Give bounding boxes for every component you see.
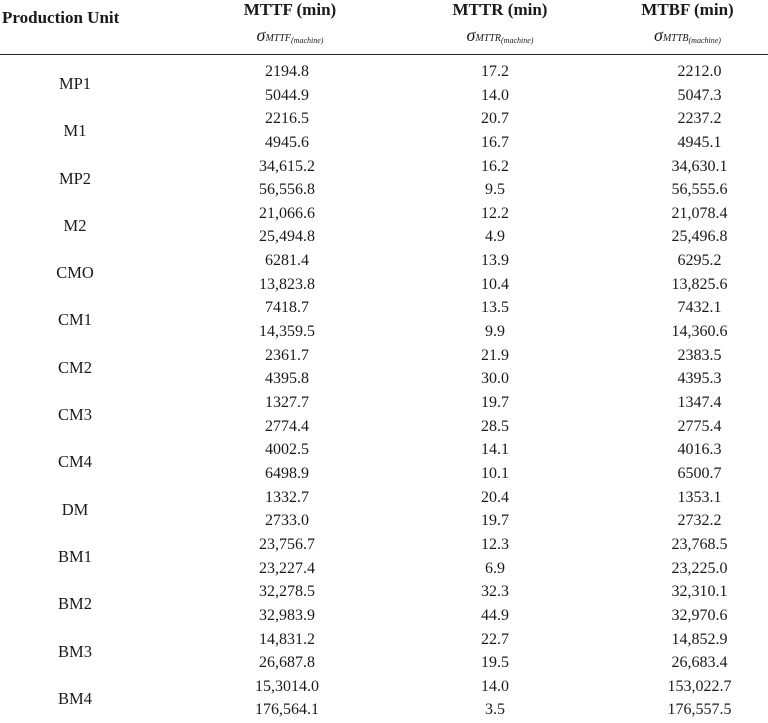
header-mtbf (600, 0, 768, 52)
table-body (0, 60, 768, 722)
mttr-mean: 14.0 (481, 677, 509, 695)
header-divider (0, 54, 768, 55)
mttr-mean: 13.9 (481, 252, 509, 270)
mtbf-mean: 32,310.1 (671, 583, 728, 601)
sigma-symbol: σ (654, 25, 663, 45)
mttr-mean: 20.7 (481, 110, 509, 128)
mttr-mean: 17.2 (481, 63, 509, 80)
mttr-sigma: 14.0 (481, 86, 509, 104)
unit-name: M2 (63, 215, 87, 235)
table-row (0, 580, 768, 627)
mttf-mean: 32,278.5 (259, 583, 315, 601)
mtbf-sigma: 23,225.0 (671, 559, 728, 577)
header-production-unit: Production Unit (2, 8, 120, 27)
mttf-mean: 7418.7 (265, 299, 309, 317)
header-mttr (400, 0, 600, 52)
mttr-sigma: 4.9 (485, 228, 505, 246)
mttr-mean: 22.7 (481, 630, 509, 648)
table-row (0, 155, 768, 202)
mttf-mean: 23,756.7 (259, 535, 315, 553)
mtbf-sigma: 5047.3 (677, 86, 722, 104)
mttf-mean: 2361.7 (265, 346, 309, 364)
unit-name: BM2 (58, 594, 92, 614)
table-row (0, 486, 768, 533)
mttr-mean: 12.3 (481, 535, 509, 553)
mtbf-sigma: 32,970.6 (671, 606, 728, 624)
mttf-mean: 2216.5 (265, 110, 309, 128)
mtbf-sigma: 56,555.6 (671, 181, 728, 199)
mttr-mean: 16.2 (481, 157, 509, 175)
header-mttf (190, 0, 390, 52)
mttf-sigma: 2774.4 (265, 417, 309, 435)
table-row (0, 391, 768, 438)
mttr-sigma: 30.0 (481, 370, 509, 388)
mtbf-mean: 6295.2 (677, 252, 722, 270)
mttr-sigma: 9.5 (485, 181, 505, 199)
mtbf-mean: 1353.1 (677, 488, 722, 506)
mtbf-sigma: 4945.1 (677, 133, 722, 151)
mtbf-sigma: 6500.7 (677, 464, 722, 482)
mttf-sigma: 14,359.5 (259, 323, 315, 341)
mttr-sigma: 44.9 (481, 606, 509, 624)
mtbf-sigma: 176,557.5 (667, 701, 732, 719)
table-row (0, 533, 768, 580)
mttf-sigma: 13,823.8 (259, 275, 315, 293)
header-mtbf-title: MTBF (min) (641, 0, 734, 19)
mttf-mean: 15,3014.0 (255, 677, 319, 695)
table-row (0, 628, 768, 675)
mttr-sigma: 9.9 (485, 323, 505, 341)
unit-name: BM4 (58, 688, 92, 708)
sigma-subscript: MTTF (265, 33, 291, 44)
table-row (0, 296, 768, 343)
table-row (0, 675, 768, 722)
unit-name: CM2 (58, 357, 92, 377)
mtbf-mean: 23,768.5 (671, 535, 728, 553)
mttf-sigma: 176,564.1 (255, 701, 319, 719)
unit-name: CMO (56, 263, 94, 283)
sigma-subscript: MTTR (475, 33, 501, 44)
mttf-sigma: 6498.9 (265, 464, 309, 482)
mttr-mean: 20.4 (481, 488, 509, 506)
mtbf-mean: 21,078.4 (671, 204, 728, 222)
mtbf-sigma: 2775.4 (677, 417, 722, 435)
mttf-mean: 2194.8 (265, 63, 309, 80)
mttf-sigma: 23,227.4 (259, 559, 315, 577)
unit-name: DM (61, 499, 89, 519)
mtbf-sigma: 4395.3 (677, 370, 722, 388)
mtbf-sigma: 2732.2 (677, 512, 722, 530)
mtbf-mean: 4016.3 (677, 441, 722, 459)
mttf-sigma: 4945.6 (265, 133, 309, 151)
unit-name: BM3 (58, 641, 92, 661)
mttr-mean: 21.9 (481, 346, 509, 364)
mttf-mean: 1327.7 (265, 394, 309, 412)
table-row (0, 438, 768, 485)
header-mttr-sigma (400, 24, 600, 52)
mttr-sigma: 3.5 (485, 701, 505, 719)
mtbf-mean: 34,630.1 (671, 157, 728, 175)
mttf-sigma: 32,983.9 (259, 606, 315, 624)
sigma-subsubscript: (machine) (688, 36, 721, 45)
table-row (0, 249, 768, 296)
unit-name: MP1 (58, 74, 92, 93)
mttr-sigma: 10.4 (481, 275, 509, 293)
header-mttf-sigma (190, 24, 390, 52)
mtbf-mean: 153,022.7 (667, 677, 732, 695)
mttr-sigma: 19.5 (481, 654, 509, 672)
mtbf-mean: 1347.4 (677, 394, 722, 412)
mttr-mean: 14.1 (481, 441, 509, 459)
mtbf-sigma: 26,683.4 (671, 654, 728, 672)
mttf-mean: 14,831.2 (259, 630, 315, 648)
table-row (0, 344, 768, 391)
unit-name: CM1 (58, 310, 92, 330)
unit-name: M1 (63, 121, 87, 141)
mttr-sigma: 10.1 (481, 464, 509, 482)
mttf-mean: 6281.4 (265, 252, 309, 270)
unit-name: MP2 (58, 168, 92, 188)
mtbf-mean: 14,852.9 (671, 630, 728, 648)
header-mtbf-sigma (600, 24, 768, 52)
mtbf-sigma: 13,825.6 (671, 275, 728, 293)
unit-name: BM1 (58, 546, 92, 566)
sigma-subsubscript: (machine) (501, 36, 534, 45)
sigma-symbol: σ (466, 25, 476, 45)
table-row (0, 202, 768, 249)
mttr-sigma: 16.7 (481, 133, 509, 151)
mtbf-mean: 2237.2 (677, 110, 722, 128)
mtbf-mean: 2212.0 (677, 63, 722, 80)
unit-name: CM4 (58, 452, 92, 472)
mttf-sigma: 2733.0 (265, 512, 309, 530)
mttf-mean: 4002.5 (265, 441, 309, 459)
mttf-sigma: 26,687.8 (259, 654, 315, 672)
mttr-sigma: 28.5 (481, 417, 509, 435)
header-mttf-title: MTTF (min) (243, 0, 337, 19)
table-row (0, 60, 768, 107)
header-mttr-title: MTTR (min) (452, 0, 548, 19)
mttf-mean: 21,066.6 (259, 204, 315, 222)
mttr-mean: 32.3 (481, 583, 509, 601)
unit-name: CM3 (58, 405, 92, 425)
mttr-mean: 13.5 (481, 299, 509, 317)
mttr-sigma: 6.9 (485, 559, 505, 577)
table-row (0, 107, 768, 154)
mttr-sigma: 19.7 (481, 512, 509, 530)
mttf-mean: 34,615.2 (259, 157, 315, 175)
sigma-symbol: σ (256, 25, 266, 45)
mttf-mean: 1332.7 (265, 488, 309, 506)
mtbf-mean: 2383.5 (677, 346, 722, 364)
mttr-mean: 12.2 (481, 204, 509, 222)
mtbf-sigma: 25,496.8 (671, 228, 728, 246)
mttf-sigma: 4395.8 (265, 370, 309, 388)
mtbf-mean: 7432.1 (677, 299, 722, 317)
mtbf-sigma: 14,360.6 (671, 323, 728, 341)
mttf-sigma: 56,556.8 (259, 181, 315, 199)
mttf-sigma: 5044.9 (265, 86, 309, 104)
sigma-subscript: MTTB (662, 33, 689, 44)
sigma-subsubscript: (machine) (291, 36, 324, 45)
mttr-mean: 19.7 (481, 394, 509, 412)
mttf-sigma: 25,494.8 (259, 228, 315, 246)
